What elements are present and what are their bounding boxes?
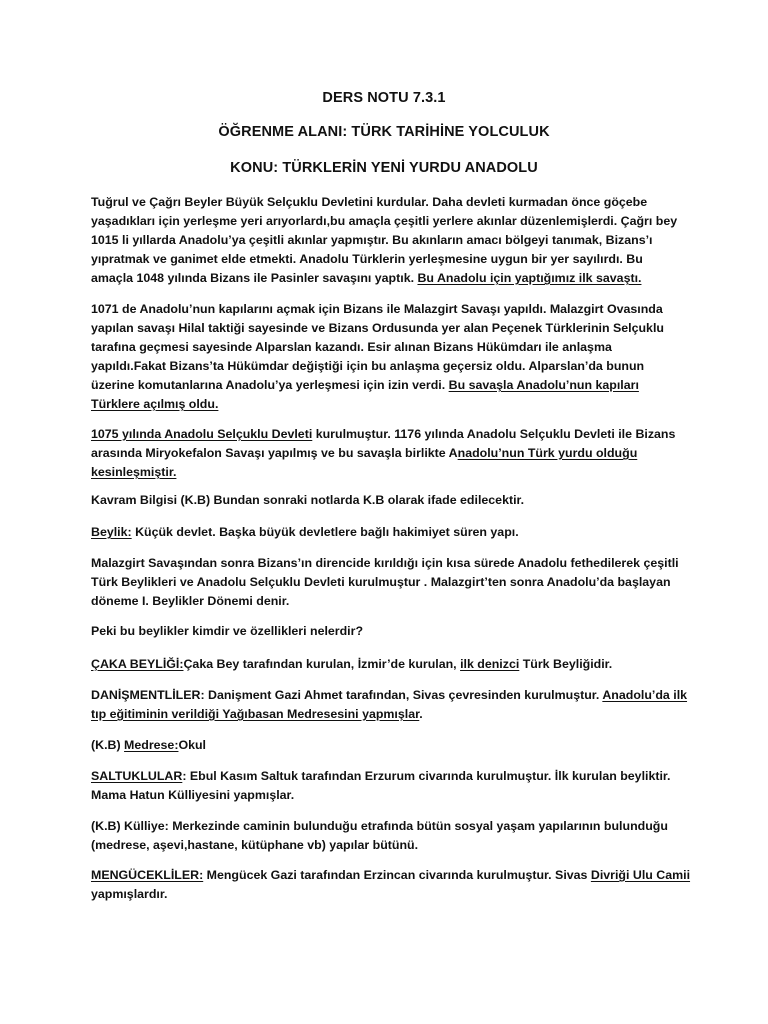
- text-line: yapıldı.Fakat Bizans’ta Hükümdar değiştiği için bu anlaşma geçersiz oldu. Alparslan’da bunun: [91, 359, 645, 373]
- text-line: Malazgirt Savaşından sonra Bizans’ın direncide kırıldığı için kısa sürede Anadolu fethedilerek çeşitli: [91, 556, 679, 570]
- paragraph-seljuk-origins: [91, 193, 691, 288]
- text-line: MENGÜCEKLİLER: Mengücek Gazi tarafından Erzincan civarında kurulmuştur. Sivas Divriği Ulu Camii: [91, 868, 691, 882]
- text-line: üzerine komutanlarına Anadolu’ya yerleşmesi için izin verdi. Bu savaşla Anadolu’nun kapıları: [91, 378, 639, 392]
- term-medrese: Medrese:: [124, 738, 179, 752]
- text-line: arasında Miryokefalon Savaşı yapılmış ve bu savaşla birlikte Anadolu’nun Türk yurdu olduğu: [91, 446, 638, 460]
- paragraph-beylikler-period: [91, 554, 691, 611]
- text-line: amaçla 1048 yılında Bizans ile Pasinler savaşını yaptık. Bu Anadolu için yaptığımız ilk savaştı.: [91, 271, 642, 285]
- text-line: Peki bu beylikler kimdir ve özellikleri nelerdir?: [91, 624, 364, 638]
- paragraph-mengucekliler: [91, 866, 691, 904]
- paragraph-malazgirt: [91, 300, 691, 414]
- text-line: yapmışlardır.: [91, 887, 168, 901]
- text-line: (medrese, aşevi,hastane, kütüphane vb) yapılar bütünü.: [91, 838, 419, 852]
- paragraph-beylik-definition: [91, 523, 691, 542]
- text-line: DANİŞMENTLİLER: Danişment Gazi Ahmet tarafından, Sivas çevresinden kurulmuştur. Anadolu’da ilk: [91, 688, 688, 702]
- underlined-text: Anadolu’da ilk: [602, 688, 688, 702]
- text-line: 1015 li yıllarda Anadolu’ya çeşitli akınlar yapmıştır. Bu akınların amacı bölgeyi tanımak, Bizans’ı: [91, 233, 653, 247]
- text-line: Kavram Bilgisi (K.B) Bundan sonraki notlarda K.B olarak ifade edilecektir.: [91, 493, 525, 507]
- text-line: [91, 463, 691, 482]
- text-line: tarafına geçmesi sayesinde Alparslan kazandı. Esir alınan Bizans Hükümdarı ile anlaşma: [91, 340, 612, 354]
- document-title: DERS NOTU 7.3.1: [322, 90, 446, 106]
- paragraph-anatolian-seljuk: [91, 425, 691, 482]
- underlined-text: Türklere açılmış oldu.: [91, 397, 219, 411]
- underlined-text: Bu savaşla Anadolu’nun kapıları: [448, 378, 639, 392]
- text-line: 1071 de Anadolu’nun kapılarını açmak için Bizans ile Malazgirt Savaşı yapıldı. Malazgirt Ovasında: [91, 302, 663, 316]
- learning-area-heading: ÖĞRENME ALANI: TÜRK TARİHİNE YOLCULUK: [218, 124, 550, 140]
- paragraph-question: [91, 622, 691, 641]
- text-line: ÇAKA BEYLİĞİ:Çaka Bey tarafından kurulan, İzmir’de kurulan, ilk denizci Türk Beyliğidir.: [91, 657, 613, 671]
- text-line: Türk Beylikleri ve Anadolu Selçuklu Devleti kurulmuştur . Malazgirt’ten sonra Anadolu’da başlayan: [91, 575, 671, 589]
- text-line: 1075 yılında Anadolu Selçuklu Devleti kurulmuştur. 1176 yılında Anadolu Selçuklu Devleti ile Bizans: [91, 427, 676, 441]
- paragraph-medrese-note: [91, 736, 691, 755]
- topic-heading: KONU: TÜRKLERİN YENİ YURDU ANADOLU: [230, 160, 538, 176]
- paragraph-danismentliler: [91, 686, 691, 724]
- paragraph-concept-note: [91, 491, 691, 510]
- underlined-text: kesinleşmiştir.: [91, 465, 177, 479]
- text-line: tıp eğitiminin verildiği Yağıbasan Medresesini yapmışlar.: [91, 707, 423, 721]
- text-line: Mama Hatun Külliyesini yapmışlar.: [91, 788, 295, 802]
- underlined-text: 1075 yılında Anadolu Selçuklu Devleti: [91, 427, 313, 441]
- paragraph-caka-beyligi: [91, 655, 691, 674]
- text-line: (K.B) Medrese:Okul: [91, 738, 206, 752]
- underlined-text: tıp eğitiminin verildiği Yağıbasan Medresesini yapmışlar: [91, 707, 420, 721]
- text-line: Tuğrul ve Çağrı Beyler Büyük Selçuklu Devletini kurdular. Daha devleti kurmadan önce göçebe: [91, 195, 648, 209]
- term-saltuklular: SALTUKLULAR: [91, 769, 183, 783]
- underlined-text: Bu Anadolu için yaptığımız ilk savaştı.: [417, 271, 642, 285]
- paragraph-kulliye-note: [91, 817, 691, 855]
- underlined-text: Divriği Ulu Camii: [590, 868, 691, 882]
- paragraph-saltuklular: [91, 767, 691, 805]
- term-beylik: Beylik:: [91, 525, 132, 539]
- text-line: yapılan savaşı Hilal taktiği sayesinde ve Bizans Ordusunda yer alan Peçenek Türklerinin Selçuklu: [91, 321, 664, 335]
- text-line: SALTUKLULAR: Ebul Kasım Saltuk tarafından Erzurum civarında kurulmuştur. İlk kurulan beyliktir.: [91, 769, 671, 783]
- text-line: yıpratmak ve ganimet elde etmekti. Anadolu Türklerin yerleşmesine uygun bir yer sayılırdı. Bu: [91, 252, 643, 266]
- underlined-text: ilk denizci: [460, 657, 520, 671]
- term-mengucekliler: MENGÜCEKLİLER:: [91, 868, 204, 882]
- text-line: [91, 395, 691, 414]
- underlined-text: nadolu’nun Türk yurdu olduğu: [457, 446, 638, 460]
- text-line: döneme I. Beylikler Dönemi denir.: [91, 594, 290, 608]
- text-line: yaşadıkları için yerleşme yeri arıyorlardı,bu amaçla çeşitli yerlere akınlar düzenlemişlerdi. Çağrı bey: [91, 214, 678, 228]
- text-line: Beylik: Küçük devlet. Başka büyük devletlere bağlı hakimiyet süren yapı.: [91, 525, 519, 539]
- text-line: (K.B) Külliye: Merkezinde caminin bulunduğu etrafında bütün sosyal yaşam yapılarının bulunduğu: [91, 819, 668, 833]
- term-caka-beyligi: ÇAKA BEYLİĞİ:: [91, 657, 184, 671]
